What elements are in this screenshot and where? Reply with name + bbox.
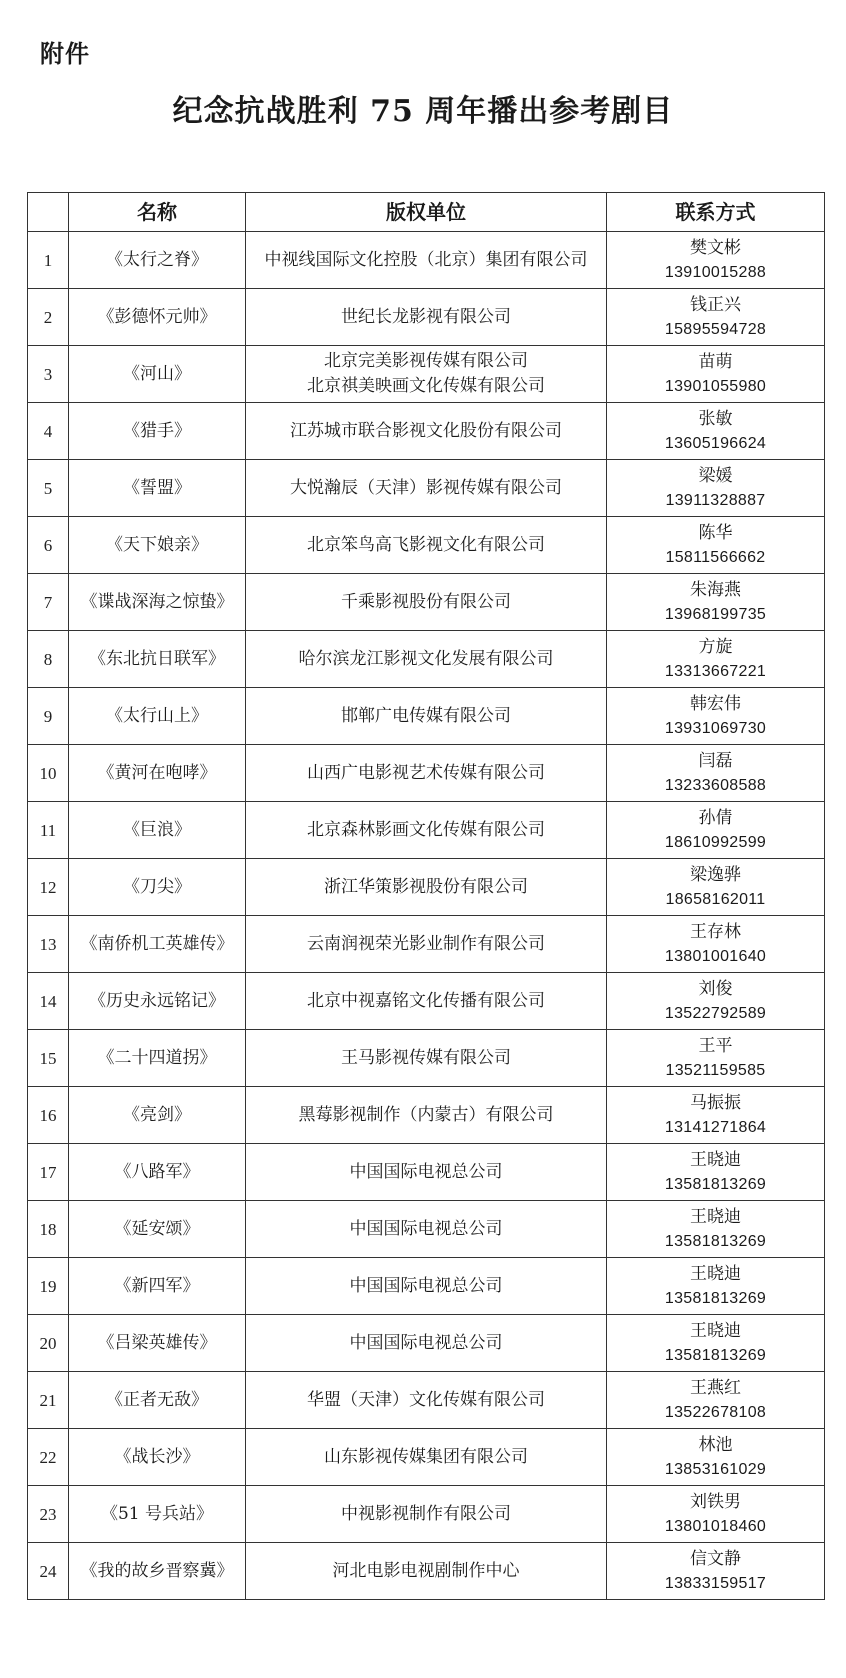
- contact-cell: [607, 574, 825, 631]
- row-number: 18: [28, 1201, 69, 1258]
- row-number: 13: [28, 916, 69, 973]
- table-row: [28, 574, 825, 631]
- play-title: 《我的故乡晋察冀》: [69, 1543, 246, 1600]
- row-number: 23: [28, 1486, 69, 1543]
- row-number: 8: [28, 631, 69, 688]
- play-title: 《刀尖》: [69, 859, 246, 916]
- copyright-holder: [246, 403, 607, 460]
- contact-name: 王晓迪: [690, 1150, 741, 1169]
- table-row: [28, 1087, 825, 1144]
- contact-phone: 13931069730: [664, 720, 767, 737]
- play-title: 《太行之脊》: [69, 232, 246, 289]
- contact-cell: [607, 1087, 825, 1144]
- copyright-holder: [246, 1315, 607, 1372]
- contact-phone: 13141271864: [664, 1119, 767, 1136]
- contact-name: 刘铁男: [690, 1492, 741, 1511]
- contact-phone: 13833159517: [664, 1575, 767, 1592]
- company-name: 北京完美影视传媒有限公司: [324, 351, 528, 371]
- column-header-contact: 联系方式: [607, 193, 825, 232]
- table-row: [28, 460, 825, 517]
- contact-cell: [607, 346, 825, 403]
- company-name: 中国国际电视总公司: [349, 1275, 503, 1296]
- contact-phone: 13233608588: [664, 777, 767, 794]
- page-title: 纪念抗战胜利 75 周年播出参考剧目: [172, 94, 674, 129]
- company-name: 中国国际电视总公司: [349, 1218, 503, 1239]
- company-name: 黑莓影视制作（内蒙古）有限公司: [298, 1104, 554, 1125]
- contact-cell: [607, 802, 825, 859]
- play-title: 《历史永远铭记》: [69, 973, 246, 1030]
- contact-cell: [607, 1144, 825, 1201]
- contact-name: 王晓迪: [690, 1207, 741, 1226]
- column-header-index: [28, 193, 69, 232]
- play-title: 《二十四道拐》: [69, 1030, 246, 1087]
- table-row: [28, 1543, 825, 1600]
- row-number: 10: [28, 745, 69, 802]
- contact-name: 朱海燕: [690, 580, 741, 599]
- contact-phone: 13522678108: [664, 1404, 767, 1421]
- copyright-holder: [246, 1030, 607, 1087]
- company-name: 中视影视制作有限公司: [341, 1503, 511, 1524]
- contact-name: 王平: [698, 1036, 733, 1055]
- contact-name: 王晓迪: [690, 1264, 741, 1283]
- table-row: [28, 1144, 825, 1201]
- table-row: [28, 346, 825, 403]
- table-body: [28, 232, 825, 1600]
- copyright-holder: [246, 1258, 607, 1315]
- contact-cell: [607, 1201, 825, 1258]
- contact-phone: 13581813269: [664, 1290, 767, 1307]
- contact-name: 张敏: [698, 409, 733, 428]
- contact-name: 闫磊: [698, 751, 733, 770]
- row-number: 20: [28, 1315, 69, 1372]
- table-header-row: [28, 193, 825, 232]
- contact-phone: 13605196624: [664, 435, 767, 452]
- copyright-holder: [246, 1144, 607, 1201]
- copyright-holder: [246, 1372, 607, 1429]
- play-title: 《猎手》: [69, 403, 246, 460]
- company-name: 邯郸广电传媒有限公司: [341, 705, 511, 726]
- contact-cell: [607, 631, 825, 688]
- company-name: 千乘影视股份有限公司: [341, 591, 511, 612]
- contact-name: 林池: [698, 1435, 733, 1454]
- copyright-holder: [246, 745, 607, 802]
- copyright-holder: [246, 973, 607, 1030]
- row-number: 4: [28, 403, 69, 460]
- contact-cell: [607, 973, 825, 1030]
- table-row: [28, 1429, 825, 1486]
- table-row: [28, 517, 825, 574]
- contact-phone: 13522792589: [664, 1005, 767, 1022]
- contact-cell: [607, 745, 825, 802]
- company-name: 河北电影电视剧制作中心: [332, 1560, 520, 1581]
- column-header-copyright: 版权单位: [246, 193, 607, 232]
- play-title: 《誓盟》: [69, 460, 246, 517]
- copyright-holder: [246, 346, 607, 403]
- reference-plays-table: [27, 192, 825, 1600]
- contact-phone: 15811566662: [665, 549, 766, 566]
- contact-cell: [607, 460, 825, 517]
- play-title: 《东北抗日联军》: [69, 631, 246, 688]
- company-name: 山西广电影视艺术传媒有限公司: [307, 762, 545, 783]
- company-name: 山东影视传媒集团有限公司: [324, 1446, 528, 1467]
- company-name: 浙江华策影视股份有限公司: [324, 876, 528, 897]
- contact-cell: [607, 859, 825, 916]
- row-number: 2: [28, 289, 69, 346]
- copyright-holder: [246, 1429, 607, 1486]
- play-title: 《南侨机工英雄传》: [69, 916, 246, 973]
- contact-name: 信文静: [690, 1549, 741, 1568]
- copyright-holder: [246, 289, 607, 346]
- contact-name: 陈华: [698, 523, 733, 542]
- row-number: 5: [28, 460, 69, 517]
- copyright-holder: [246, 859, 607, 916]
- copyright-holder: [246, 802, 607, 859]
- row-number: 11: [28, 802, 69, 859]
- copyright-holder: [246, 460, 607, 517]
- copyright-holder: [246, 1486, 607, 1543]
- row-number: 15: [28, 1030, 69, 1087]
- table-row: [28, 802, 825, 859]
- table-row: [28, 1315, 825, 1372]
- contact-phone: 13910015288: [664, 264, 767, 281]
- contact-cell: [607, 688, 825, 745]
- row-number: 3: [28, 346, 69, 403]
- contact-cell: [607, 1543, 825, 1600]
- play-title: 《51 号兵站》: [69, 1486, 246, 1543]
- contact-phone: 13581813269: [664, 1233, 767, 1250]
- copyright-holder: [246, 1087, 607, 1144]
- company-name: 中国国际电视总公司: [349, 1161, 503, 1182]
- table-row: [28, 1030, 825, 1087]
- copyright-holder: [246, 574, 607, 631]
- contact-phone: 15895594728: [664, 321, 767, 338]
- play-title: 《延安颂》: [69, 1201, 246, 1258]
- contact-phone: 13801018460: [664, 1518, 767, 1535]
- table-row: [28, 631, 825, 688]
- copyright-holder: [246, 517, 607, 574]
- play-title: 《彭德怀元帅》: [69, 289, 246, 346]
- row-number: 9: [28, 688, 69, 745]
- copyright-holder: [246, 1543, 607, 1600]
- contact-cell: [607, 403, 825, 460]
- row-number: 19: [28, 1258, 69, 1315]
- column-header-name: 名称: [69, 193, 246, 232]
- table-row: [28, 745, 825, 802]
- company-name: 江苏城市联合影视文化股份有限公司: [290, 420, 562, 441]
- contact-cell: [607, 232, 825, 289]
- row-number: 7: [28, 574, 69, 631]
- play-title: 《八路军》: [69, 1144, 246, 1201]
- contact-phone: 13581813269: [664, 1347, 767, 1364]
- contact-cell: [607, 289, 825, 346]
- table-row: [28, 916, 825, 973]
- table-row: [28, 289, 825, 346]
- contact-phone: 13901055980: [664, 378, 767, 395]
- table-row: [28, 688, 825, 745]
- contact-cell: [607, 1372, 825, 1429]
- play-title: 《太行山上》: [69, 688, 246, 745]
- contact-phone: 13313667221: [664, 663, 767, 680]
- company-name: 大悦瀚辰（天津）影视传媒有限公司: [290, 477, 562, 498]
- row-number: 22: [28, 1429, 69, 1486]
- table-row: [28, 859, 825, 916]
- company-name: 王马影视传媒有限公司: [341, 1047, 511, 1068]
- play-title: 《谍战深海之惊蛰》: [69, 574, 246, 631]
- play-title: 《正者无敌》: [69, 1372, 246, 1429]
- company-name: 北京森林影画文化传媒有限公司: [307, 819, 545, 840]
- contact-phone: 13521159585: [665, 1062, 766, 1079]
- table-row: [28, 1201, 825, 1258]
- contact-name: 梁逸骅: [690, 865, 741, 884]
- contact-phone: 13911328887: [665, 492, 766, 509]
- contact-cell: [607, 1315, 825, 1372]
- attachment-label: 附件: [40, 40, 90, 68]
- play-title: 《亮剑》: [69, 1087, 246, 1144]
- company-name: 世纪长龙影视有限公司: [341, 306, 511, 327]
- company-name: 哈尔滨龙江影视文化发展有限公司: [298, 648, 554, 669]
- contact-name: 方旋: [698, 637, 733, 656]
- copyright-holder: [246, 631, 607, 688]
- copyright-holder: [246, 688, 607, 745]
- row-number: 14: [28, 973, 69, 1030]
- contact-cell: [607, 916, 825, 973]
- contact-phone: 13853161029: [664, 1461, 767, 1478]
- play-title: 《吕梁英雄传》: [69, 1315, 246, 1372]
- company-name: 云南润视荣光影业制作有限公司: [307, 933, 545, 954]
- company-name: 中国国际电视总公司: [349, 1332, 503, 1353]
- row-number: 12: [28, 859, 69, 916]
- play-title: 《新四军》: [69, 1258, 246, 1315]
- company-name: 华盟（天津）文化传媒有限公司: [307, 1389, 545, 1410]
- contact-name: 刘俊: [698, 979, 733, 998]
- table-row: [28, 1372, 825, 1429]
- contact-name: 钱正兴: [690, 295, 741, 314]
- contact-phone: 13801001640: [664, 948, 767, 965]
- contact-cell: [607, 1429, 825, 1486]
- row-number: 21: [28, 1372, 69, 1429]
- play-title: 《战长沙》: [69, 1429, 246, 1486]
- company-name: 中视线国际文化控股（北京）集团有限公司: [264, 249, 588, 270]
- contact-cell: [607, 517, 825, 574]
- row-number: 1: [28, 232, 69, 289]
- row-number: 24: [28, 1543, 69, 1600]
- contact-phone: 18610992599: [664, 834, 767, 851]
- contact-cell: [607, 1258, 825, 1315]
- contact-cell: [607, 1030, 825, 1087]
- table-row: [28, 1258, 825, 1315]
- play-title: 《黄河在咆哮》: [69, 745, 246, 802]
- contact-name: 苗萌: [698, 352, 733, 371]
- company-name: 北京中视嘉铭文化传播有限公司: [307, 990, 545, 1011]
- company-name: 北京祺美映画文化传媒有限公司: [307, 376, 545, 396]
- contact-name: 马振振: [690, 1093, 741, 1112]
- table-row: [28, 1486, 825, 1543]
- play-title: 《天下娘亲》: [69, 517, 246, 574]
- copyright-holder: [246, 1201, 607, 1258]
- play-title: 《巨浪》: [69, 802, 246, 859]
- table-row: [28, 232, 825, 289]
- contact-name: 王晓迪: [690, 1321, 741, 1340]
- table-row: [28, 403, 825, 460]
- contact-name: 樊文彬: [690, 238, 741, 257]
- play-title: 《河山》: [69, 346, 246, 403]
- row-number: 17: [28, 1144, 69, 1201]
- contact-name: 孙倩: [698, 808, 733, 827]
- contact-phone: 13968199735: [664, 606, 767, 623]
- copyright-holder: [246, 916, 607, 973]
- row-number: 6: [28, 517, 69, 574]
- contact-name: 韩宏伟: [690, 694, 741, 713]
- copyright-holder: [246, 232, 607, 289]
- contact-name: 王燕红: [690, 1378, 741, 1397]
- contact-phone: 13581813269: [664, 1176, 767, 1193]
- contact-name: 梁媛: [698, 466, 733, 485]
- table-row: [28, 973, 825, 1030]
- contact-name: 王存林: [690, 922, 741, 941]
- row-number: 16: [28, 1087, 69, 1144]
- contact-cell: [607, 1486, 825, 1543]
- company-name: 北京笨鸟高飞影视文化有限公司: [307, 534, 545, 555]
- contact-phone: 18658162011: [665, 891, 766, 908]
